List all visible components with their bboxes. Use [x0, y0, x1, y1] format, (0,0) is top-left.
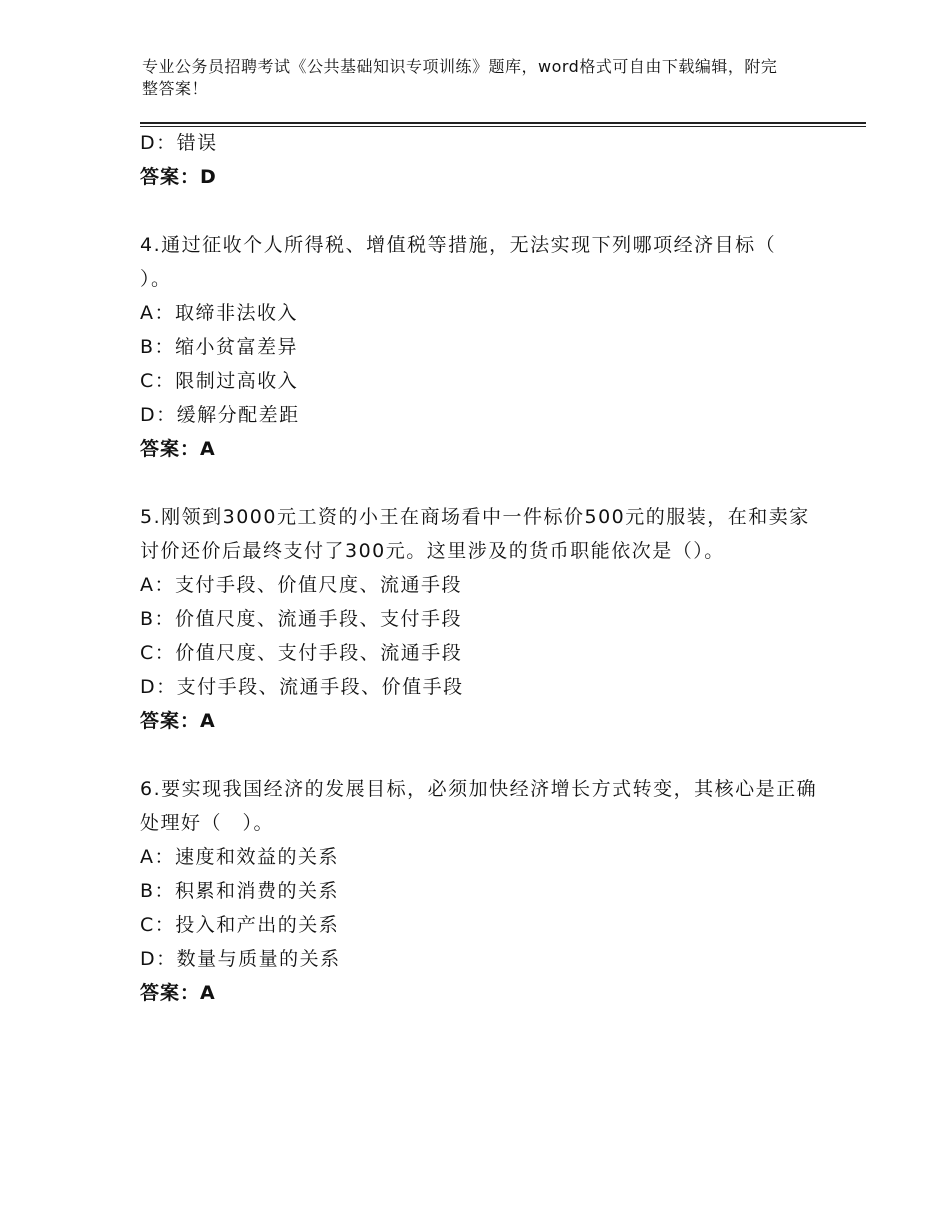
option-b: B：缩小贫富差异 [140, 336, 299, 358]
header-rule-thick [140, 122, 866, 124]
prev-option-d: D：错误 [140, 132, 218, 154]
option-d: D：数量与质量的关系 [140, 948, 341, 970]
question-5 [140, 500, 830, 738]
question-4 [140, 228, 830, 466]
option-d: D：缓解分配差距 [140, 404, 300, 426]
question-text: 4.通过征收个人所得税、增值税等措施，无法实现下列哪项经济目标（ ）。 [140, 234, 818, 290]
page-header: 专业公务员招聘考试《公共基础知识专项训练》题库，word格式可自由下载编辑，附完整答案！ [142, 57, 778, 98]
option-b: B：价值尺度、流通手段、支付手段 [140, 608, 463, 630]
question-6 [140, 772, 830, 1010]
option-b: B：积累和消费的关系 [140, 880, 340, 902]
option-c: C：价值尺度、支付手段、流通手段 [140, 642, 463, 664]
option-a: A：速度和效益的关系 [140, 846, 339, 868]
question-text: 6.要实现我国经济的发展目标，必须加快经济增长方式转变，其核心是正确处理好（ ）。 [140, 778, 818, 834]
answer: 答案：A [140, 982, 216, 1004]
option-c: C：投入和产出的关系 [140, 914, 340, 936]
question-content [140, 126, 830, 1010]
answer: 答案：A [140, 710, 216, 732]
answer: 答案：A [140, 438, 216, 460]
option-c: C：限制过高收入 [140, 370, 299, 392]
question-text: 5.刚领到3000元工资的小王在商场看中一件标价500元的服装，在和卖家讨价还价后最终支付了300元。这里涉及的货币职能依次是（）。 [140, 506, 810, 562]
option-d: D：支付手段、流通手段、价值手段 [140, 676, 464, 698]
option-a: A：支付手段、价值尺度、流通手段 [140, 574, 462, 596]
prev-answer: 答案：D [140, 166, 217, 188]
option-a: A：取缔非法收入 [140, 302, 298, 324]
